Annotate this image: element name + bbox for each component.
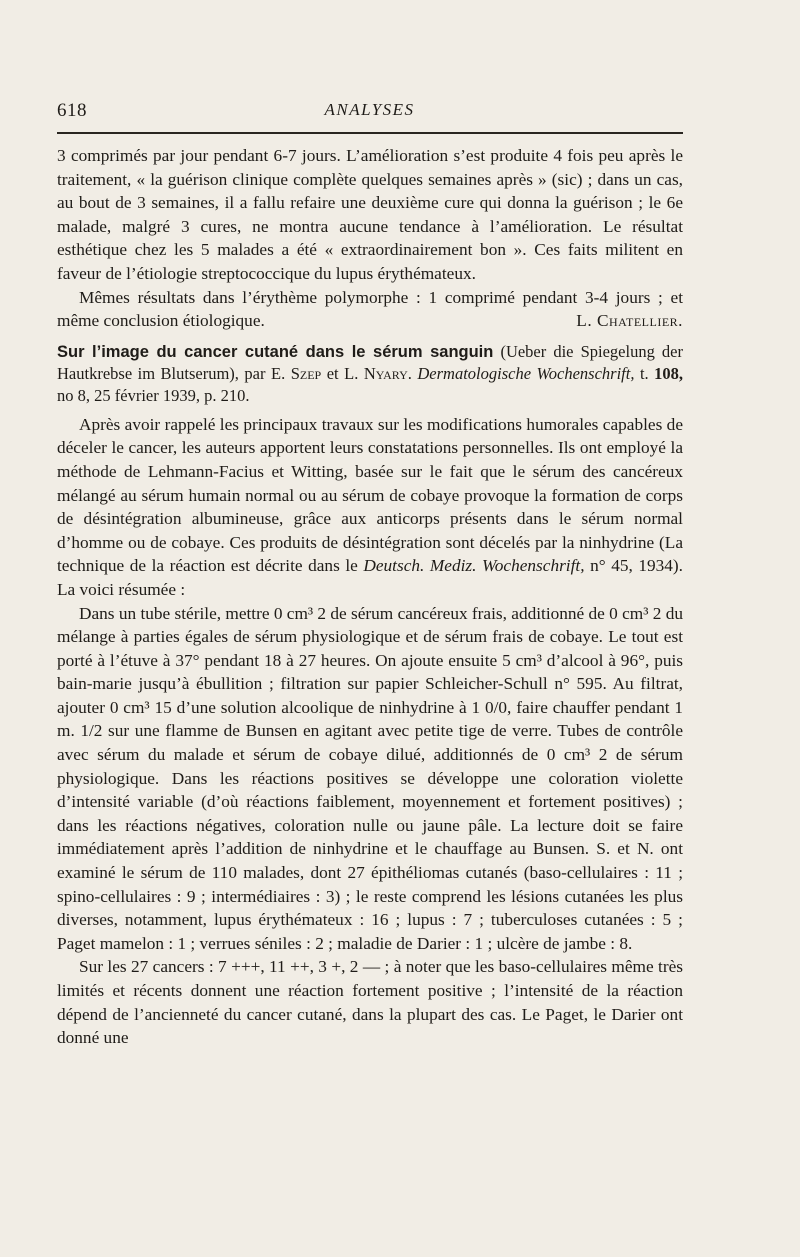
page-header [57, 100, 682, 126]
author-2: L. Nyary. [344, 363, 412, 383]
body-paragraph-1 [57, 413, 683, 602]
continued-paragraph: 3 comprimés par jour pendant 6-7 jours. L’amélioration s’est produite 4 fois peu après le traitement, « la guérison clinique complète quelques semaines après » (sic) ; dans un cas, au bout de 3 semaines, il a fallu refaire une deuxième cure qui donna la guérison ; le 6e malade, malgré 3 cures, ne montra aucune tendance à l’amélioration. Le résultat esthétique chez les 5 malades a été « extraordinairement bon ». Ces faits militent en faveur de l’étiologie streptococcique du lupus érythémateux. [57, 146, 683, 283]
article-heading [57, 341, 683, 407]
author-1: E. Szep [271, 363, 322, 383]
cited-journal: Deutsch. Mediz. Wochenschrift, [363, 556, 585, 576]
issue-details: no 8, 25 février 1939, p. 210. [57, 385, 250, 405]
by-word: par [244, 363, 266, 383]
header-rule [57, 132, 683, 134]
body-paragraph-1-text: Après avoir rappelé les principaux travaux sur les modifications humorales capables de déceler le cancer, les auteurs apportent leurs constatations personnelles. Ils ont employé la méthode de Lehmann-Facius et Witting, basée sur le fait que le sérum des cancéreux mélangé au sérum humain normal ou au sérum de cobaye provoque la formation de corps de désintégration albumineuse, grâce aux anticorps présents dans le sérum normal d’homme ou de cobaye. Ces produits de désintégration sont décelés par la ninhydrine (La technique de la réaction est décrite dans le [57, 414, 683, 576]
journal-name: Dermatologische Wochenschrift, [417, 363, 635, 383]
conclusion-text: Mêmes résultats dans l’érythème polymorphe : 1 comprimé pendant 3-4 jours ; et même conclusion étiologique. [57, 287, 683, 331]
body-paragraph-3: Sur les 27 cancers : 7 +++, 11 ++, 3 +, 2 — ; à noter que les baso-cellulaires même très limités et récents donnent une réaction fortement positive ; l’intensité de la réaction dépend de l’ancienneté du cancer cutané, dans la plupart des cas. Le Paget, le Darier ont donné une [57, 957, 683, 1048]
volume-prefix: t. [639, 363, 649, 383]
page-body [57, 144, 683, 1050]
running-title: ANALYSES [324, 100, 415, 119]
body-paragraph-2: Dans un tube stérile, mettre 0 cm³ 2 de sérum cancéreux frais, additionné de 0 cm³ 2 du mélange à parties égales de sérum physiologique et de sérum frais de cobaye. Le tout est porté à l’étuve à 37° pendant 18 à 27 heures. On ajoute ensuite 5 cm³ d’alcool à 96°, puis bain-marie jusqu’à ébullition ; filtration sur papier Schleicher-Schull n° 595. Au filtrat, ajouter 0 cm³ 15 d’une solution alcoolique de ninhydrine à 1 0/0, faire chauffer pendant 1 m. 1/2 sur une flamme de Bunsen en agitant avec petite tige de verre. Tubes de contrôle avec sérum du malade et sérum de cobaye dilué, additionnés de 0 cm³ 2 de sérum physiologique. Dans les réactions positives se développe une coloration violette d’intensité variable (d’où réactions faiblement, moyennement et fortement positives) ; dans les réactions négatives, coloration nulle ou jaune pâle. La lecture doit se faire immédiatement après l’addition de ninhydrine et le chauffage au Bunsen. S. et N. ont examiné le sérum de 110 malades, dont 27 épithéliomas cutanés (baso-cellulaires : 11 ; spino-cellulaires : 9 ; intermédiaires : 3) ; le reste comprend les lésions cutanées les plus diverses, notamment, lupus érythémateux : 16 ; lupus : 7 ; tuberculoses cutanées : 5 ; Paget mamelon : 1 ; verrues séniles : 2 ; maladie de Darier : 1 ; ulcère de jambe : 8. [57, 603, 683, 953]
body-paragraph-1-end: n° 45, 1934). La voici résumée : [57, 556, 683, 599]
volume-number: 108, [654, 363, 684, 383]
original-title: (Ueber die Spiegelung der Hautkrebse im Blutserum), [57, 341, 683, 383]
paragraph-conclusion [57, 286, 683, 333]
and-word: et [326, 363, 339, 383]
author-signature: L. Chatellier. [576, 311, 683, 331]
page-number: 618 [57, 100, 87, 121]
article-title: Sur l’image du cancer cutané dans le sérum sanguin [57, 342, 494, 361]
